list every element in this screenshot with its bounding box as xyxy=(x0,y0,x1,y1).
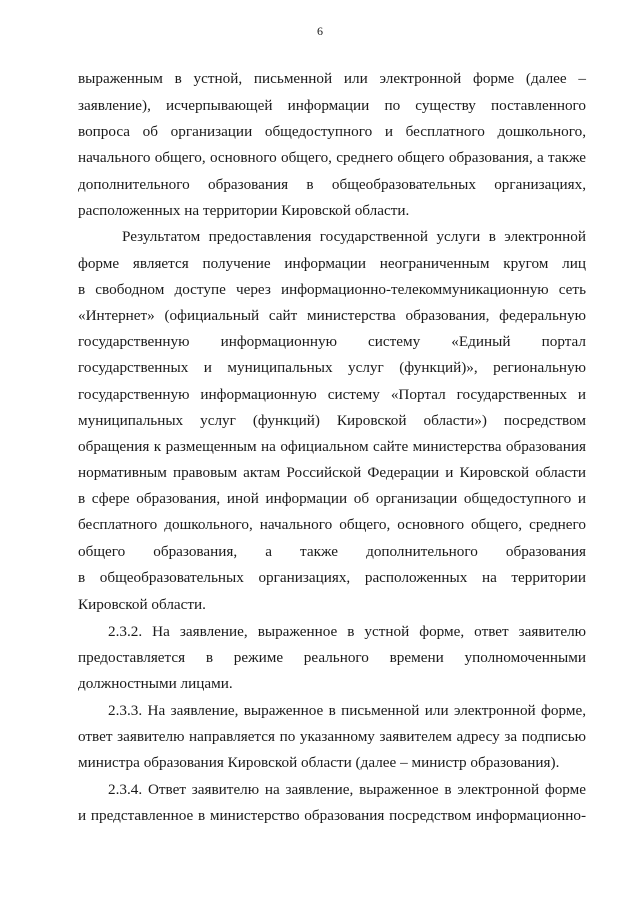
text-line: ответ заявителю направляется по указанному заявителем адресу за подписью xyxy=(78,728,586,745)
text-line: начального общего, основного общего, среднего общего образования, а также xyxy=(78,149,586,166)
text-line: Результатом предоставления государственной услуги в электронной xyxy=(122,228,586,245)
text-line: государственную информационную систему «Портал государственных и xyxy=(78,386,586,403)
text-line: 2.3.3. На заявление, выраженное в письменной или электронной форме, xyxy=(108,702,586,719)
text-line: 2.3.4. Ответ заявителю на заявление, выраженное в электронной форме xyxy=(108,781,586,798)
text-line: расположенных на территории Кировской области. xyxy=(78,202,410,219)
text-line: заявление), исчерпывающей информации по существу поставленного xyxy=(78,97,586,114)
text-line: должностными лицами. xyxy=(78,675,233,692)
page-number: 6 xyxy=(317,24,323,38)
text-line: в общеобразовательных организациях, расположенных на территории xyxy=(78,569,586,586)
text-line: предоставляется в режиме реального времени уполномоченными xyxy=(78,649,586,666)
text-line: общего образования, а также дополнительного образования xyxy=(78,543,586,560)
text-line: бесплатного дошкольного, начального общего, основного общего, среднего xyxy=(78,516,586,533)
text-line: 2.3.2. На заявление, выраженное в устной форме, ответ заявителю xyxy=(108,623,586,640)
text-line: в свободном доступе через информационно-телекоммуникационную сеть xyxy=(78,281,586,298)
text-line: дополнительного образования в общеобразовательных организациях, xyxy=(78,176,586,193)
text-line: министра образования Кировской области (далее – министр образования). xyxy=(78,754,560,771)
text-line: Кировской области. xyxy=(78,596,206,613)
text-line: муниципальных услуг (функций) Кировской области») посредством xyxy=(78,412,586,429)
text-line: нормативным правовым актам Российской Федерации и Кировской области xyxy=(78,464,586,481)
text-line: и представленное в министерство образования посредством информационно- xyxy=(78,807,586,824)
text-line: выраженным в устной, письменной или электронной форме (далее – xyxy=(78,70,586,87)
text-line: форме является получение информации неограниченным кругом лиц xyxy=(78,255,586,272)
text-line: государственных и муниципальных услуг (функций)», региональную xyxy=(78,359,586,376)
text-line: государственную информационную систему «Единый портал xyxy=(78,333,586,350)
text-line: обращения к размещенным на официальном сайте министерства образования xyxy=(78,438,586,455)
text-line: вопроса об организации общедоступного и бесплатного дошкольного, xyxy=(78,123,586,140)
text-line: «Интернет» (официальный сайт министерства образования, федеральную xyxy=(78,307,586,324)
text-line: в сфере образования, иной информации об организации общедоступного и xyxy=(78,490,586,507)
